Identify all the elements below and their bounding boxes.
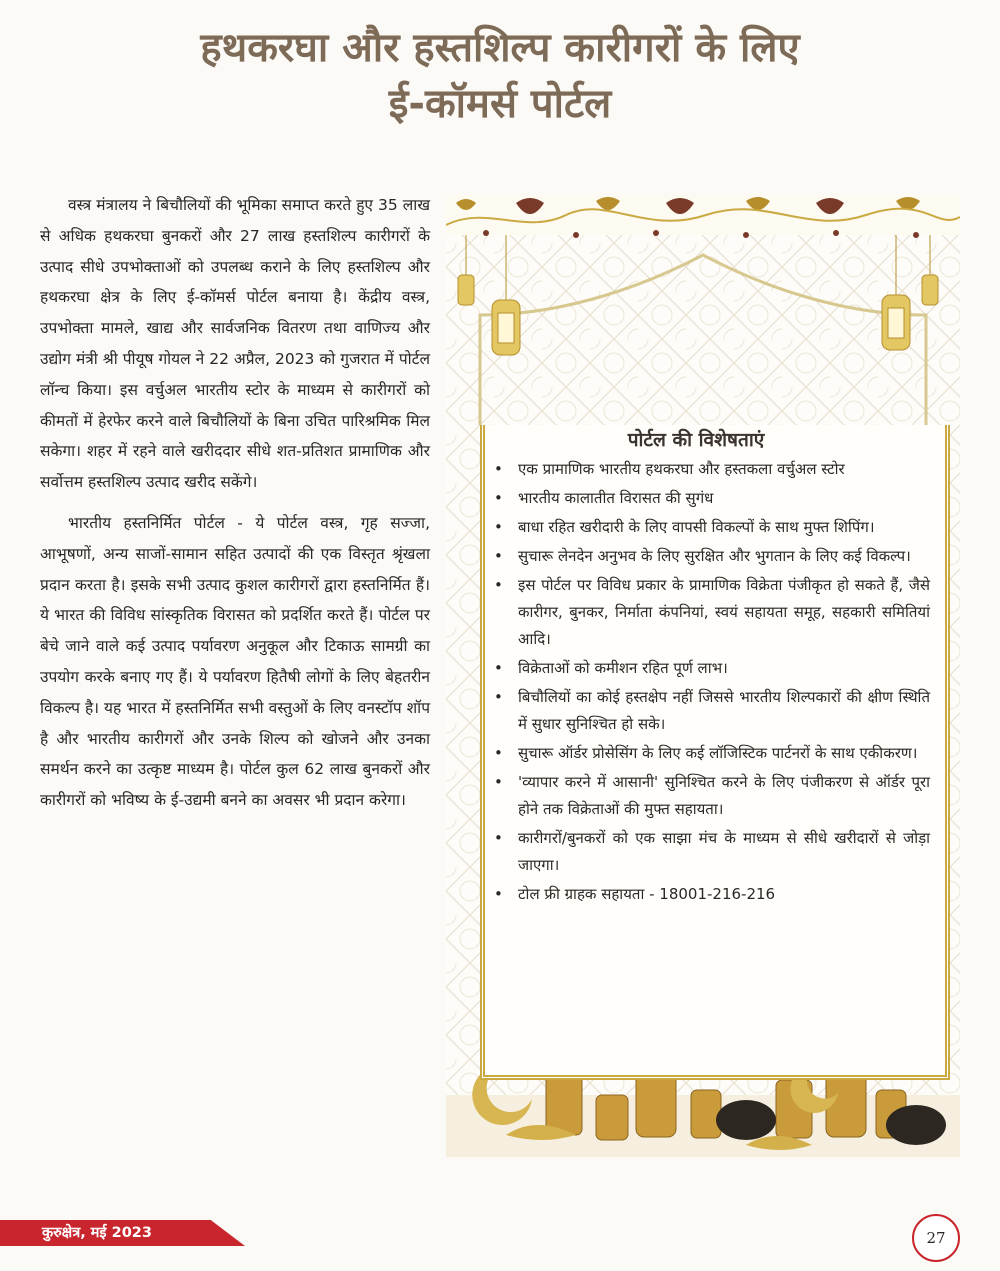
bullet-icon: • <box>494 460 503 478</box>
feature-item: • इस पोर्टल पर विविध प्रकार के प्रामाणिक विक्रेता पंजीकृत हो सकते हैं, जैसे कारीगर, बुनकर, निर्माता कंपनियां, स्वयं सहायता समूह, सहकारी समितियां आदि। <box>490 572 930 653</box>
feature-item: • बाधा रहित खरीदारी के लिए वापसी विकल्पों के साथ मुफ्त शिपिंग। <box>490 514 930 541</box>
top-ornament-band <box>446 195 960 238</box>
page-title-line-1: हथकरघा और हस्तशिल्प कारीगरों के लिए <box>200 25 800 71</box>
bullet-icon: • <box>494 773 503 791</box>
bullet-icon: • <box>494 829 503 847</box>
features-list <box>490 456 930 910</box>
article-body <box>40 190 430 826</box>
features-heading: पोर्टल की विशेषताएं <box>627 429 765 451</box>
paragraph-1: वस्त्र मंत्रालय ने बिचौलियों की भूमिका समाप्त करते हुए 35 लाख से अधिक हथकरघा बुनकरों और 27 लाख हस्तशिल्प कारीगरों के उत्पाद सीधे उपभोक्ताओं को उपलब्ध कराने के लिए हस्तशिल्प और हथकरघा क्षेत्र के लिए ई-कॉमर्स पोर्टल बनाया है। केंद्रीय वस्त्र, उपभोक्ता मामले, खाद्य और सार्वजनिक वितरण तथा वाणिज्य और उद्योग मंत्री श्री पीयूष गोयल ने 22 अप्रैल, 2023 को गुजरात में पोर्टल लॉन्च किया। इस वर्चुअल भारतीय स्टोर के माध्यम से कारीगरों को कीमतों में हेरफेर करने वाले बिचौलियों के बिना उचित पारिश्रमिक मिल सकेगा। शहर में रहने वाले खरीददार सीधे शत-प्रतिशत प्रामाणिक और सर्वोत्तम हस्तशिल्प उत्पाद खरीद सकेंगे। <box>40 196 431 492</box>
magazine-name: कुरुक्षेत्र, मई 2023 <box>42 1225 152 1241</box>
feature-item: • भारतीय कालातीत विरासत की सुगंध <box>490 485 930 512</box>
feature-item: • विक्रेताओं को कमीशन रहित पूर्ण लाभ। <box>490 655 930 682</box>
feature-item: • 'व्यापार करने में आसानी' सुनिश्चित करने के लिए पंजीकरण से ऑर्डर पूरा होने तक विक्रेताओं की मुफ्त सहायता। <box>490 769 930 823</box>
bullet-icon: • <box>494 489 503 507</box>
bullet-icon: • <box>494 688 503 706</box>
feature-item: • सुचारू ऑर्डर प्रोसेसिंग के लिए कई लॉजिस्टिक पार्टनरों के साथ एकीकरण। <box>490 740 930 767</box>
page-title <box>0 20 1000 132</box>
bullet-icon: • <box>494 744 503 762</box>
bullet-icon: • <box>494 659 503 677</box>
bullet-icon: • <box>494 547 503 565</box>
page-number: 27 <box>912 1214 960 1262</box>
paragraph-2: भारतीय हस्तनिर्मित पोर्टल - ये पोर्टल वस्त्र, गृह सज्जा, आभूषणों, अन्य साजों-सामान सहित उत्पादों की एक विस्तृत श्रृंखला प्रदान करता है। इसके सभी उत्पाद कुशल कारीगरों द्वारा हस्तनिर्मित हैं। ये भारत की विविध सांस्कृतिक विरासत को प्रदर्शित करते हैं। पोर्टल पर बेचे जाने वाले कई उत्पाद पर्यावरण अनुकूल और टिकाऊ सामग्री का उपयोग करके बनाए गए हैं। ये पर्यावरण हितैषी लोगों के लिए बेहतरीन विकल्प है। यह भारत में हस्तनिर्मित सभी वस्तुओं के लिए वनस्टॉप शॉप है और भारतीय कारीगरों और उनके शिल्प को खोजने और उनका समर्थन करने का उत्कृष्ट माध्यम है। पोर्टल कुल 62 लाख बुनकरों और कारीगरों को भविष्य के ई-उद्यमी बनने का अवसर भी प्रदान करेगा। <box>40 513 430 810</box>
feature-item: • एक प्रामाणिक भारतीय हथकरघा और हस्तकला वर्चुअल स्टोर <box>490 456 930 483</box>
feature-item: • टोल फ्री ग्राहक सहायता - 18001-216-216 <box>490 881 930 908</box>
bullet-icon: • <box>494 885 503 903</box>
bullet-icon: • <box>494 518 503 536</box>
page-title-line-2: ई-कॉमर्स पोर्टल <box>388 81 612 127</box>
bullet-icon: • <box>494 576 503 594</box>
feature-item: • कारीगरों/बुनकरों को एक साझा मंच के माध्यम से सीधे खरीदारों से जोड़ा जाएगा। <box>490 825 930 879</box>
feature-item: • सुचारू लेनदेन अनुभव के लिए सुरक्षित और भुगतान के लिए कई विकल्प। <box>490 543 930 570</box>
feature-item: • बिचौलियों का कोई हस्तक्षेप नहीं जिससे भारतीय शिल्पकारों की क्षीण स्थिति में सुधार सुनिश्चित हो सके। <box>490 684 930 738</box>
